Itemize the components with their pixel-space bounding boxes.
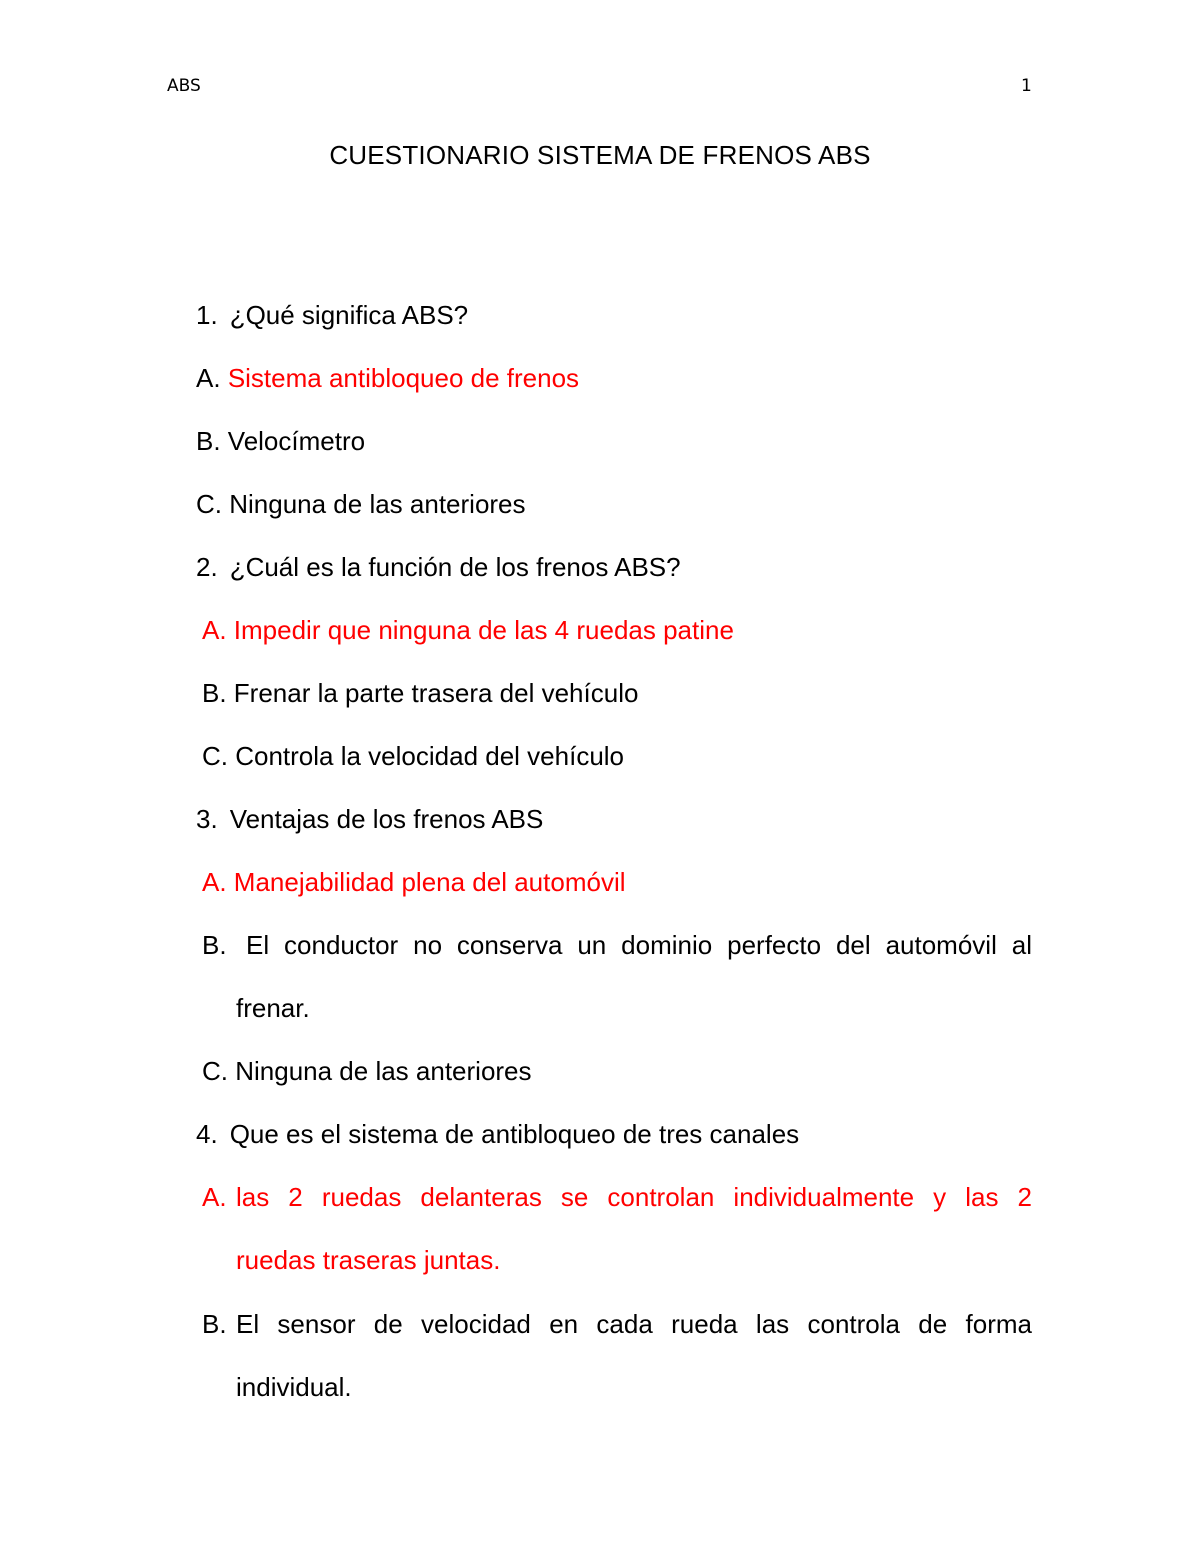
question-number: 3.: [196, 804, 218, 834]
q1-option-a: [196, 363, 579, 393]
question-4: [196, 1119, 799, 1149]
q3-option-b-line1: El conductor no conserva un dominio perfecto del automóvil al: [246, 930, 1032, 960]
option-letter: A.: [196, 363, 221, 393]
question-text: Ventajas de los frenos ABS: [229, 804, 544, 834]
q4-option-a-line2: ruedas traseras juntas.: [236, 1245, 501, 1275]
page-number: 1: [1021, 76, 1032, 96]
question-1: [196, 300, 468, 330]
q1-option-c: C. Ninguna de las anteriores: [196, 489, 526, 519]
q3-option-a: A. Manejabilidad plena del automóvil: [202, 867, 626, 897]
q4-option-b-line1: El sensor de velocidad en cada rueda las controla de forma: [236, 1309, 1032, 1339]
question-3: [196, 804, 543, 834]
q3-option-c: C. Ninguna de las anteriores: [202, 1056, 532, 1086]
q4-option-b-line2: individual.: [236, 1372, 352, 1402]
question-text: ¿Cuál es la función de los frenos ABS?: [229, 552, 681, 582]
q1-option-b: B. Velocímetro: [196, 426, 366, 456]
running-head: ABS: [167, 76, 201, 96]
question-2: [196, 552, 681, 582]
question-text: Que es el sistema de antibloqueo de tres canales: [229, 1119, 800, 1149]
q4-option-b-letter: B.: [202, 1309, 227, 1339]
question-number: 4.: [196, 1119, 218, 1149]
q3-option-b-letter: B.: [202, 930, 227, 960]
q3-option-b-line2: frenar.: [236, 993, 310, 1023]
page-title: CUESTIONARIO SISTEMA DE FRENOS ABS: [329, 140, 871, 170]
option-text-correct: Sistema antibloqueo de frenos: [227, 363, 580, 393]
q2-option-b: B. Frenar la parte trasera del vehículo: [202, 678, 639, 708]
q4-option-a-line1: las 2 ruedas delanteras se controlan individualmente y las 2: [236, 1182, 1032, 1212]
q2-option-c: C. Controla la velocidad del vehículo: [202, 741, 625, 771]
question-number: 2.: [196, 552, 218, 582]
q2-option-a: A. Impedir que ninguna de las 4 ruedas patine: [202, 615, 734, 645]
question-number: 1.: [196, 300, 218, 330]
question-text: ¿Qué significa ABS?: [229, 300, 469, 330]
q4-option-a-letter: A.: [202, 1182, 227, 1212]
